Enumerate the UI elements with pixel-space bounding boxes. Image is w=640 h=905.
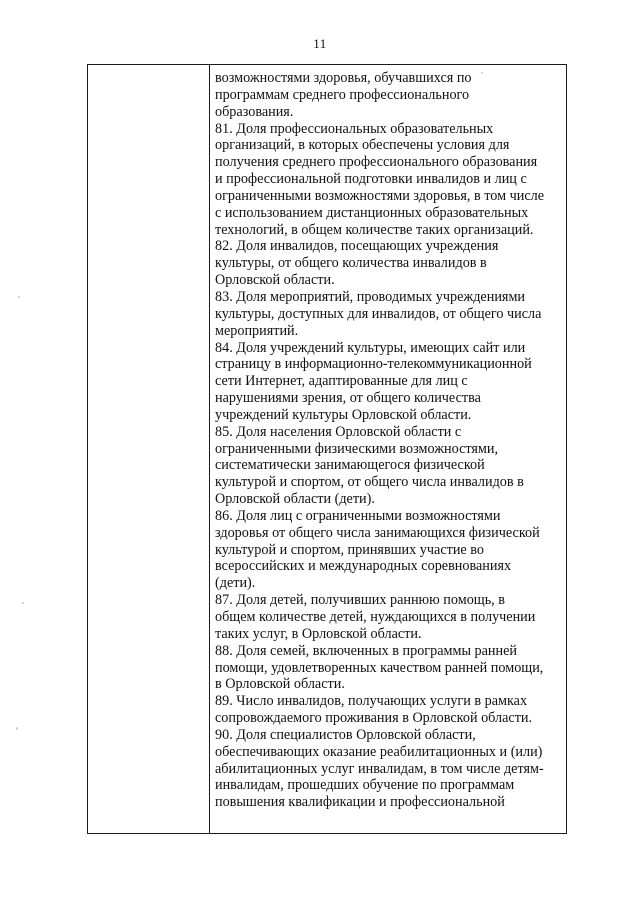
text-line: сети Интернет, адаптированные для лиц с	[215, 373, 468, 390]
text-line: получения среднего профессионального образования	[215, 154, 538, 171]
scan-speck	[16, 727, 18, 730]
page-number: 11	[313, 36, 327, 51]
text-line: 86. Доля лиц с ограниченными возможностями	[215, 507, 501, 524]
text-line: культуры, от общего количества инвалидов в	[215, 255, 487, 272]
text-line: Орловской области.	[215, 272, 335, 289]
text-line: культурой и спортом, от общего числа инвалидов в	[215, 474, 524, 491]
text-line: образования.	[215, 103, 294, 120]
text-line: 83. Доля мероприятий, проводимых учреждениями	[215, 288, 526, 305]
text-line: с использованием дистанционных образовательных	[215, 204, 529, 221]
text-line: систематически занимающегося физической	[215, 457, 485, 474]
text-line: в Орловской области.	[215, 676, 345, 693]
text-line: культуры, доступных для инвалидов, от общего числа	[215, 305, 542, 322]
indicator-table	[87, 64, 567, 834]
text-line: помощи, удовлетворенных качеством ранней помощи,	[215, 659, 544, 676]
text-line: ограниченными физическими возможностями,	[215, 440, 499, 457]
text-line: учреждений культуры Орловской области.	[215, 406, 472, 423]
text-line: организаций, в которых обеспечены условия для	[215, 137, 510, 154]
text-line: страницу в информационно-телекоммуникационной	[215, 356, 532, 373]
text-line: и профессиональной подготовки инвалидов и лиц с	[215, 171, 527, 188]
text-line: мероприятий.	[215, 322, 299, 339]
scan-speck	[481, 72, 483, 74]
text-line: нарушениями зрения, от общего количества	[215, 390, 481, 407]
text-line: здоровья от общего числа занимающихся физической	[215, 524, 540, 541]
text-line: 82. Доля инвалидов, посещающих учреждения	[215, 238, 499, 255]
text-line: культурой и спортом, принявших участие во	[215, 541, 484, 558]
text-line: ограниченными возможностями здоровья, в том числе	[215, 187, 545, 204]
text-line: технологий, в общем количестве таких организаций.	[215, 221, 534, 238]
text-line: 88. Доля семей, включенных в программы ранней	[215, 642, 518, 659]
table-right-column	[211, 65, 566, 833]
text-line: 89. Число инвалидов, получающих услуги в рамках	[215, 693, 528, 710]
text-line: сопровождаемого проживания в Орловской области.	[215, 710, 533, 727]
text-line: общем количестве детей, нуждающихся в получении	[215, 609, 536, 625]
text-line: 85. Доля населения Орловской области с	[215, 423, 462, 440]
scan-speck	[22, 602, 24, 604]
text-line: всероссийских и международных соревнованиях	[215, 558, 512, 575]
text-line: Орловской области (дети).	[215, 491, 375, 508]
text-line: 87. Доля детей, получивших раннюю помощь, в	[215, 592, 505, 609]
text-line: повышения квалификации и профессиональной	[215, 794, 505, 811]
text-line: возможностями здоровья, обучавшихся по	[215, 70, 472, 86]
text-line: абилитационных услуг инвалидам, в том числе детям-	[215, 760, 544, 777]
text-line: таких услуг, в Орловской области.	[215, 625, 422, 642]
text-line: 90. Доля специалистов Орловской области,	[215, 726, 476, 743]
scan-speck	[18, 296, 20, 298]
text-line: 84. Доля учреждений культуры, имеющих сайт или	[215, 339, 526, 356]
text-line: инвалидам, прошедших обучение по программам	[215, 777, 515, 794]
text-line: обеспечивающих оказание реабилитационных и (или)	[215, 743, 543, 760]
table-left-column	[88, 65, 210, 833]
text-line: программам среднего профессионального	[215, 86, 470, 103]
text-line: 81. Доля профессиональных образовательных	[215, 120, 494, 137]
text-line: (дети).	[215, 575, 256, 592]
